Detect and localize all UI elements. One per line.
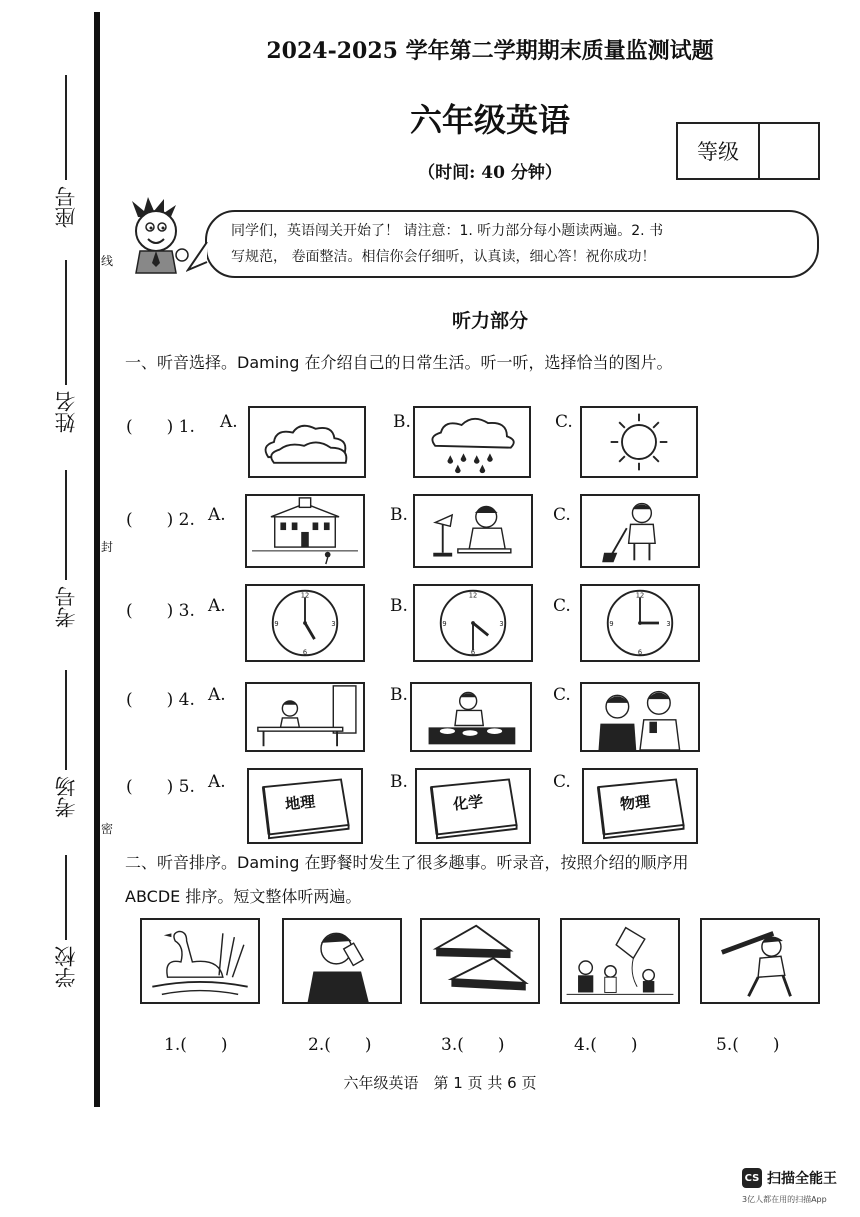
seat-number-underline (65, 75, 67, 180)
svg-text:6: 6 (302, 648, 308, 657)
camscanner-logo-icon: CS (742, 1168, 762, 1188)
seat-number-label: 座号 (54, 186, 78, 228)
name-underline (65, 260, 67, 385)
grade-input-cell[interactable] (760, 124, 818, 178)
school-label: 学校 (54, 946, 78, 988)
q1-option-b-rainy-icon[interactable] (413, 406, 531, 478)
part2-answer-2[interactable]: 2.( ) (308, 1035, 372, 1055)
exam-title: 2024-2025 学年第二学期期末质量监测试题 (266, 38, 714, 64)
bubble-tail-icon (186, 240, 208, 274)
bubble-line-2: 写规范， 卷面整洁。相信你会仔细听，认真读，细心答！祝你成功！ (231, 249, 656, 265)
book-title-chemistry: 化学 (452, 792, 484, 814)
camscanner-tagline: 3亿人都在用的扫描App (742, 1195, 827, 1204)
part2-answer-3[interactable]: 3.( ) (441, 1035, 505, 1055)
name-label: 姓名 (54, 391, 78, 433)
svg-text:12: 12 (468, 591, 478, 600)
exam-time: （时间: 40 分钟） (418, 163, 562, 183)
svg-text:3: 3 (666, 619, 671, 628)
q5-option-b-chemistry-book-icon[interactable] (415, 768, 531, 844)
q1-option-c-label: C. (555, 412, 573, 432)
q2-option-c-label: C. (553, 505, 571, 525)
svg-text:9: 9 (609, 619, 614, 628)
q1-option-a-cloudy-icon[interactable] (248, 406, 366, 478)
q3-option-b-clock-icon[interactable] (413, 584, 533, 662)
q3-option-c-label: C. (553, 596, 571, 616)
cartoon-boy-icon (118, 195, 196, 275)
picnic-duck-icon (140, 918, 260, 1004)
grade-label: 等级 (678, 124, 760, 178)
svg-text:12: 12 (635, 591, 645, 600)
exam-number-underline (65, 470, 67, 580)
q1-number[interactable]: ( ) 1. (126, 417, 195, 437)
q4-number[interactable]: ( ) 4. (126, 690, 195, 710)
page-footer: 六年级英语 第 1 页 共 6 页 (343, 1074, 537, 1092)
q2-number[interactable]: ( ) 2. (126, 510, 195, 530)
q4-option-b-dinner-icon[interactable] (410, 682, 532, 752)
bubble-line-1: 同学们，英语闯关开始了！ 请注意：1. 听力部分每小题读两遍。2. 书 (231, 223, 664, 239)
q5-option-a-label: A. (208, 772, 226, 792)
q2-option-a-label: A. (208, 505, 226, 525)
svg-text:3: 3 (499, 619, 504, 628)
seat-number-field[interactable] (44, 75, 88, 234)
q2-option-b-label: B. (390, 505, 408, 525)
exam-room-label: 考场 (54, 776, 78, 818)
exam-room-underline (65, 670, 67, 770)
q5-option-b-label: B. (390, 772, 408, 792)
exam-subject: 六年级英语 (409, 101, 570, 139)
instruction-bubble (205, 210, 819, 278)
exam-number-field[interactable] (44, 470, 88, 634)
q3-number[interactable]: ( ) 3. (126, 601, 195, 621)
svg-text:9: 9 (442, 619, 447, 628)
part1-instruction: 一、听音选择。Daming 在介绍自己的日常生活。听一听，选择恰当的图片。 (125, 353, 673, 372)
q1-option-b-label: B. (393, 412, 411, 432)
part2-instruction-line-1: 二、听音排序。Daming 在野餐时发生了很多趣事。听录音，按照介绍的顺序用 (125, 853, 689, 872)
q3-option-b-label: B. (390, 596, 408, 616)
q5-option-a-geography-book-icon[interactable] (247, 768, 363, 844)
listening-section-heading: 听力部分 (451, 310, 528, 332)
svg-text:6: 6 (470, 648, 476, 657)
q3-option-a-label: A. (208, 596, 226, 616)
q4-option-c-label: C. (553, 685, 571, 705)
q4-option-a-breakfast-icon[interactable] (245, 682, 365, 752)
q4-option-b-label: B. (390, 685, 408, 705)
q5-option-c-physics-book-icon[interactable] (582, 768, 698, 844)
picnic-baseball-icon (700, 918, 820, 1004)
part2-answer-1[interactable]: 1.( ) (164, 1035, 228, 1055)
q3-option-a-clock-icon[interactable] (245, 584, 365, 662)
name-field[interactable] (44, 260, 88, 439)
book-title-geography: 地理 (284, 792, 316, 814)
svg-text:6: 6 (637, 648, 643, 657)
q2-option-b-studying-icon[interactable] (413, 494, 533, 568)
binding-mark-seal: 封 (101, 540, 114, 554)
picnic-kite-children-icon (560, 918, 680, 1004)
binding-line (94, 12, 100, 1107)
q4-option-c-talking-icon[interactable] (580, 682, 700, 752)
exam-room-field[interactable] (44, 670, 88, 824)
book-title-physics: 物理 (619, 792, 651, 814)
binding-mark-line: 线 (101, 254, 114, 268)
svg-text:12: 12 (300, 591, 310, 600)
q5-option-c-label: C. (553, 772, 571, 792)
q1-option-a-label: A. (220, 412, 238, 432)
grade-box (676, 122, 820, 180)
picnic-drinking-boy-icon (282, 918, 402, 1004)
school-underline (65, 855, 67, 940)
q5-number[interactable]: ( ) 5. (126, 777, 195, 797)
picnic-sandwich-icon (420, 918, 540, 1004)
q1-option-c-sunny-icon[interactable] (580, 406, 698, 478)
svg-text:3: 3 (331, 619, 336, 628)
camscanner-name: 扫描全能王 (767, 1171, 837, 1187)
q3-option-c-clock-icon[interactable] (580, 584, 700, 662)
svg-text:9: 9 (274, 619, 279, 628)
school-field[interactable] (44, 855, 88, 994)
binding-mark-secret: 密 (101, 822, 114, 836)
part2-answer-4[interactable]: 4.( ) (574, 1035, 638, 1055)
exam-number-label: 考号 (54, 586, 78, 628)
q2-option-a-school-icon[interactable] (245, 494, 365, 568)
part2-instruction-line-2: ABCDE 排序。短文整体听两遍。 (125, 887, 362, 906)
q4-option-a-label: A. (208, 685, 226, 705)
part2-answer-5[interactable]: 5.( ) (716, 1035, 780, 1055)
q2-option-c-sweeping-icon[interactable] (580, 494, 700, 568)
